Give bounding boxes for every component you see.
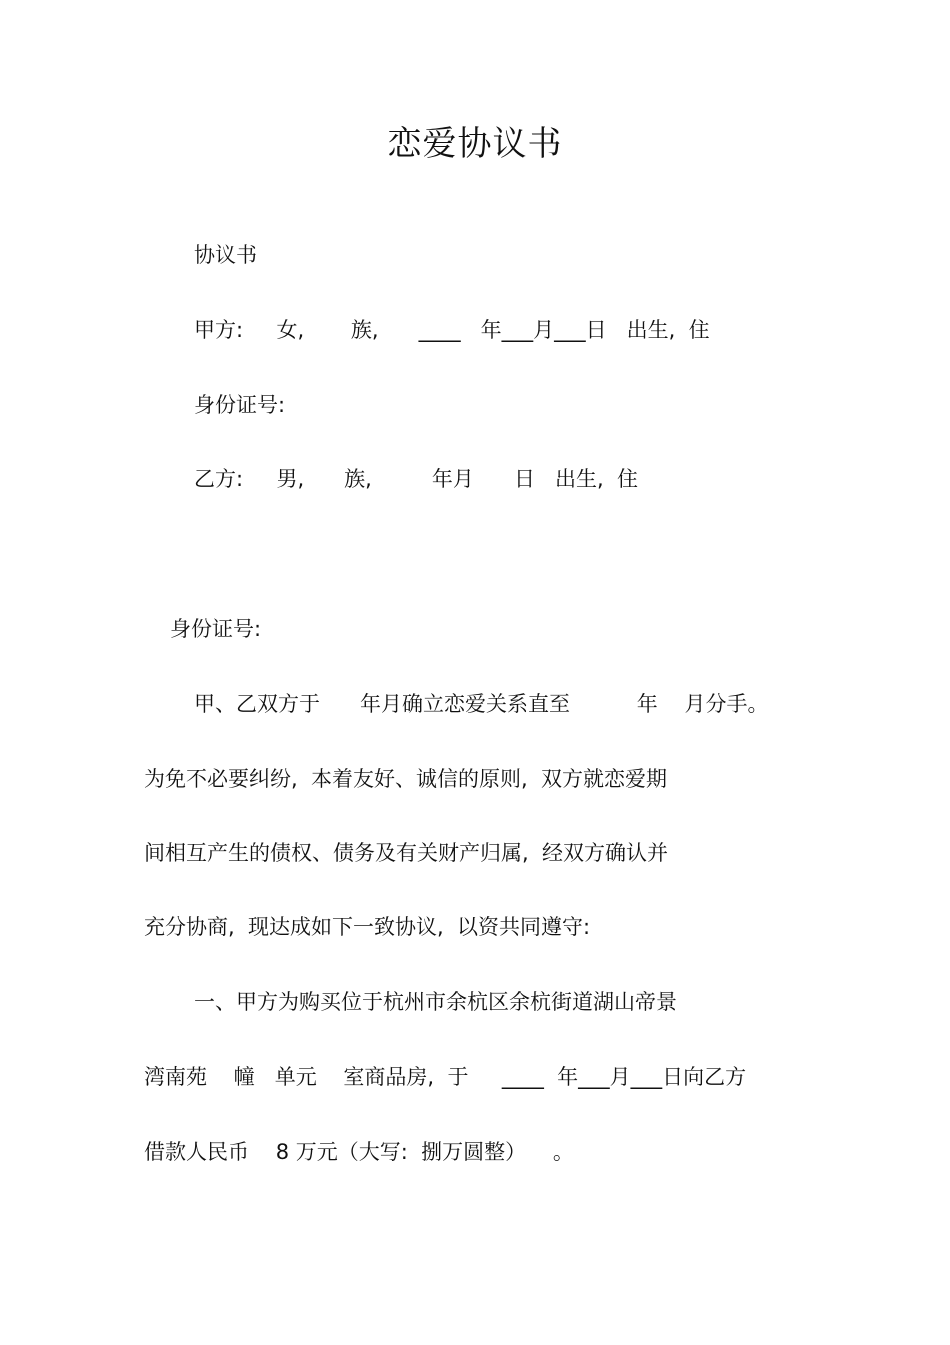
paragraph-line: 间相互产生的债权、债务及有关财产归属, 经双方确认并 bbox=[144, 841, 669, 865]
party-a-id-label: 身份证号: bbox=[194, 393, 286, 417]
clause-one-line: 一、甲方为购买位于杭州市余杭区余杭街道湖山帝景 bbox=[194, 990, 677, 1014]
party-a-info: 甲方: 女, 族, ____ 年___月___日 出生, 住 bbox=[194, 318, 710, 342]
clause-one-line: 湾南苑 幢 单元 室商品房, 于 ____ 年___月___日向乙方 bbox=[144, 1065, 747, 1089]
paragraph-line: 甲、乙双方于 年月确立恋爱关系直至 年 月分手。 bbox=[194, 692, 769, 716]
document-title: 恋爱协议书 bbox=[387, 124, 563, 164]
paragraph-line: 充分协商, 现达成如下一致协议, 以资共同遵守: bbox=[144, 915, 591, 939]
party-b-info: 乙方: 男, 族, 年月 日 出生, 住 bbox=[194, 467, 639, 491]
section-heading: 协议书 bbox=[194, 243, 257, 267]
paragraph-line: 为免不必要纠纷, 本着友好、诚信的原则, 双方就恋爱期 bbox=[144, 767, 668, 791]
clause-one-line: 借款人民币 8 万元（大写: 捌万圆整） 。 bbox=[144, 1140, 574, 1164]
party-b-id-label: 身份证号: bbox=[170, 617, 262, 641]
